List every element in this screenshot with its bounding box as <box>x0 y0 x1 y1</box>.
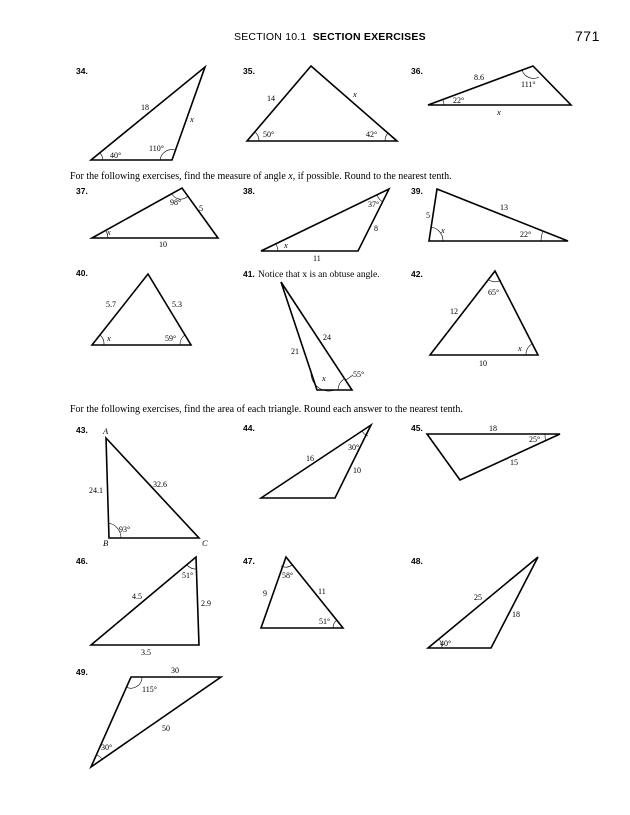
exercise-34 <box>76 66 205 160</box>
side-label: 2.9 <box>201 599 211 608</box>
exercise-41 <box>243 269 380 391</box>
angle-label: 22° <box>520 230 532 239</box>
angle-label: 42° <box>366 130 378 139</box>
side-label: 10 <box>353 466 361 475</box>
exercise-48 <box>411 556 538 648</box>
angle-arc <box>385 133 388 141</box>
side-label: 18 <box>141 103 149 112</box>
side-label: 5.7 <box>106 300 116 309</box>
side-label: 25 <box>474 593 482 602</box>
side-label: 11 <box>313 254 321 263</box>
angle-label: 98° <box>170 198 182 207</box>
exercise-40 <box>76 268 191 345</box>
side-label: 4.5 <box>132 592 142 601</box>
triangle <box>428 557 538 648</box>
side-label: 24 <box>323 333 331 342</box>
exercise-42 <box>411 269 538 368</box>
side-label: 10 <box>159 240 167 249</box>
exercise-number: 49. <box>76 667 88 677</box>
exercise-number: 38. <box>243 186 255 196</box>
exercise-number: 37. <box>76 186 88 196</box>
angle-arc <box>97 755 102 759</box>
exercise-number: 46. <box>76 556 88 566</box>
angle-arc <box>180 335 185 345</box>
exercise-49 <box>76 666 221 767</box>
triangle <box>91 67 205 160</box>
side-label: 21 <box>291 347 299 356</box>
angle-label: 30° <box>348 443 360 452</box>
angle-arc <box>100 335 104 345</box>
side-label: 14 <box>267 94 275 103</box>
triangle <box>429 189 568 241</box>
angle-pointer <box>346 375 353 380</box>
side-label-x: x <box>190 114 194 124</box>
triangle <box>428 66 571 105</box>
exercise-36 <box>411 66 571 117</box>
exercise-44 <box>243 423 371 498</box>
instruction-find-angle-pre: For the following exercises, find the measure of angle <box>70 171 289 182</box>
angle-label: 93° <box>119 525 131 534</box>
vertex-c: C <box>202 538 208 548</box>
angle-arc <box>338 379 344 390</box>
side-label: 9 <box>263 589 267 598</box>
side-label: 24.1 <box>89 486 103 495</box>
instruction-find-angle-post: , if possible. Round to the nearest tenth. <box>292 171 452 182</box>
angle-arc <box>333 620 337 628</box>
exercise-number: 47. <box>243 556 255 566</box>
angle-arc <box>526 344 532 355</box>
angle-label-x: x <box>107 333 111 343</box>
angle-label-x: x <box>322 373 326 383</box>
section-title: SECTION EXERCISES <box>312 31 426 43</box>
exercise-number: 40. <box>76 268 88 278</box>
angle-label: 25° <box>529 435 541 444</box>
exercise-43 <box>76 425 208 548</box>
angle-label-x: x <box>518 343 522 353</box>
angle-label-x: x <box>441 225 445 235</box>
side-label: 32.6 <box>153 480 167 489</box>
exercise-number: 43. <box>76 425 88 435</box>
angle-label: 115° <box>142 685 157 694</box>
angle-label: 59° <box>165 334 177 343</box>
angle-label-x: x <box>284 240 288 250</box>
angle-label: 51° <box>319 617 331 626</box>
angle-label: 58° <box>282 571 294 580</box>
side-label: 18 <box>489 424 497 433</box>
exercise-number: 41. <box>243 269 255 279</box>
angle-label: 40° <box>440 639 452 648</box>
angle-label: 110° <box>149 144 164 153</box>
side-label: 30 <box>171 666 179 675</box>
vertex-b: B <box>103 538 109 548</box>
exercise-37 <box>76 186 218 249</box>
angle-label: 22° <box>453 96 465 105</box>
exercise-number: 45. <box>411 423 423 433</box>
exercise-47 <box>243 556 343 628</box>
triangle <box>430 271 538 355</box>
angle-arc <box>100 153 103 160</box>
exercise-number: 36. <box>411 66 423 76</box>
section-label: SECTION 10.1 <box>234 31 307 43</box>
angle-label: 40° <box>110 151 122 160</box>
angle-label: 37° <box>368 200 380 209</box>
side-label-x: x <box>497 107 501 117</box>
angle-arc <box>522 70 539 78</box>
angle-arc <box>276 244 278 251</box>
side-label: 8.6 <box>474 73 484 82</box>
angle-label: 65° <box>488 288 500 297</box>
angle-label: 50° <box>263 130 275 139</box>
instruction-find-area: For the following exercises, find the area of each triangle. Round each answer to the nearest tenth. <box>70 404 463 415</box>
exercise-number: 44. <box>243 423 255 433</box>
angle-arc <box>255 132 259 141</box>
side-label: 3.5 <box>141 648 151 657</box>
side-label: 16 <box>306 454 314 463</box>
exercise-39 <box>411 186 568 241</box>
exercise-note: Notice that x is an obtuse angle. <box>258 270 380 280</box>
triangle <box>92 188 218 238</box>
vertex-a: A <box>103 426 109 436</box>
exercise-number: 34. <box>76 66 88 76</box>
triangle <box>261 189 389 251</box>
triangle <box>261 557 343 628</box>
side-label: 18 <box>512 610 520 619</box>
side-label: 13 <box>500 203 508 212</box>
triangle <box>281 282 352 390</box>
side-label: 5 <box>426 211 430 220</box>
exercise-38 <box>243 186 389 263</box>
instruction-find-angle-var: x <box>288 171 293 182</box>
side-label: 12 <box>450 307 458 316</box>
side-label-x: x <box>353 89 357 99</box>
side-label: 5 <box>199 204 203 213</box>
side-label: 15 <box>510 458 518 467</box>
side-label: 11 <box>318 587 326 596</box>
side-label: 8 <box>374 224 378 233</box>
exercise-45 <box>411 423 560 480</box>
angle-label: 30° <box>101 743 113 752</box>
angle-arc <box>541 231 543 241</box>
exercise-number: 39. <box>411 186 423 196</box>
side-label: 50 <box>162 724 170 733</box>
side-label: 5.3 <box>172 300 182 309</box>
exercise-number: 48. <box>411 556 423 566</box>
exercise-number: 42. <box>411 269 423 279</box>
side-label: 10 <box>479 359 487 368</box>
angle-arc <box>545 434 546 441</box>
exercise-number: 35. <box>243 66 255 76</box>
angle-label: 55° <box>353 370 365 379</box>
angle-label: 51° <box>182 571 194 580</box>
exercise-35 <box>243 66 397 141</box>
exercise-46 <box>76 556 211 657</box>
angle-label-x: x <box>107 227 111 237</box>
angle-label: 111° <box>521 80 536 89</box>
triangle <box>261 425 371 498</box>
page-number: 771 <box>575 28 600 44</box>
